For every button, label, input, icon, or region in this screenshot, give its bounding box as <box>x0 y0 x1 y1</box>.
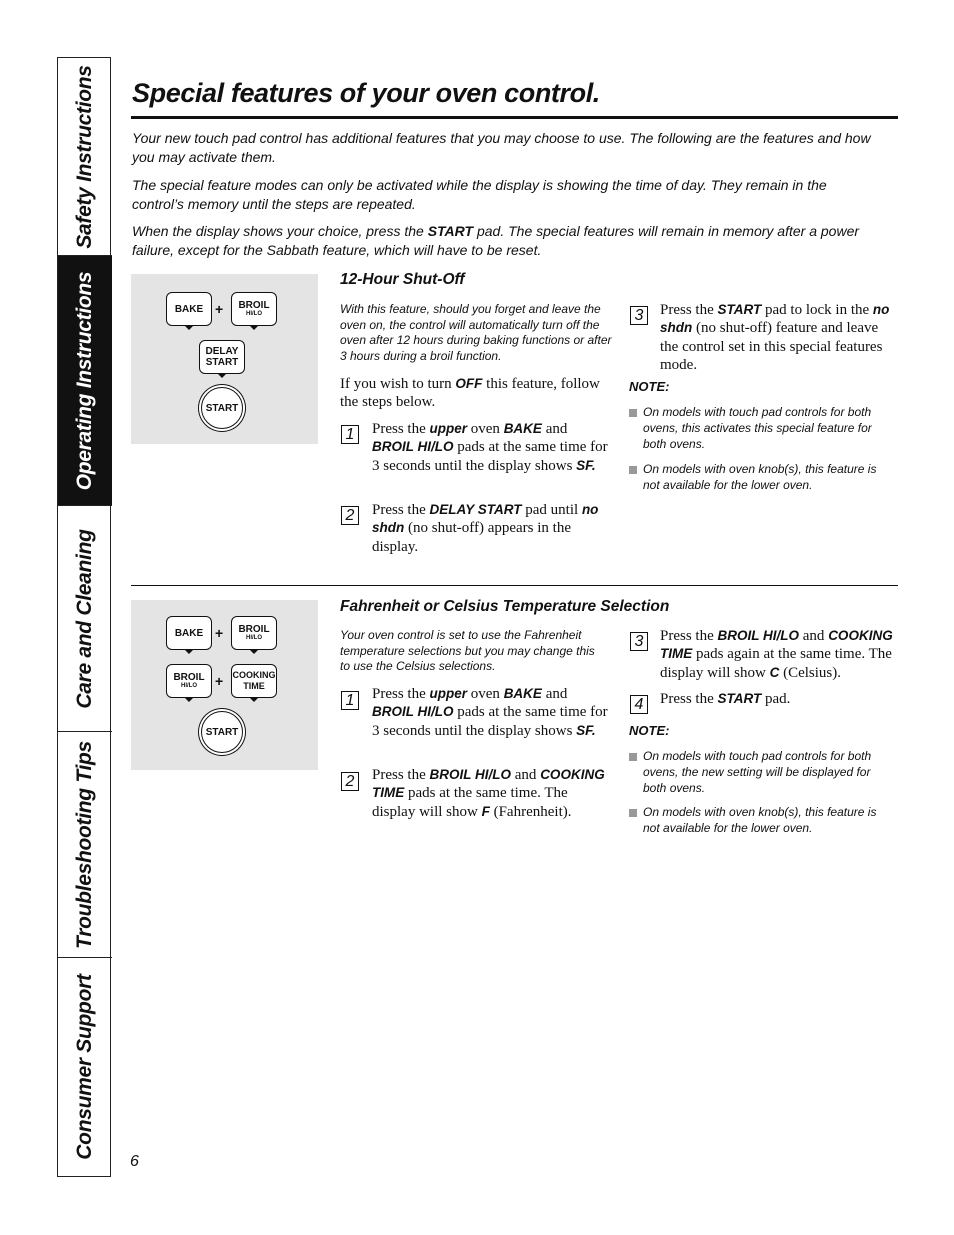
bullet-icon <box>629 466 637 474</box>
step-number: 4 <box>630 695 648 714</box>
temperature-step-2: Press the BROIL HI/LO and COOKING TIME pads at the same time. The display will show F (Fahrenheit). <box>372 767 605 820</box>
page-title: Special features of your oven control. <box>132 78 600 108</box>
bullet-icon <box>629 753 637 761</box>
temperature-step-1: Press the upper oven BAKE and BROIL HI/LO pads at the same time for 3 seconds until the display shows SF. <box>372 686 608 739</box>
page-number: 6 <box>130 1153 139 1170</box>
tab-troubleshooting-tips[interactable]: Troubleshooting Tips <box>58 732 112 958</box>
tab-safety-instructions[interactable]: Safety Instructions <box>58 58 112 256</box>
note-label: NOTE: <box>629 723 670 738</box>
temperature-description: Your oven control is set to use the Fahrenheit temperature selections but you may change this to use the Celsius selections. <box>340 628 595 673</box>
bullet-icon <box>629 409 637 417</box>
broil-hi-lo-pad: BROIL HI/LO <box>166 664 212 698</box>
delay-start-pad: DELAY START <box>199 340 245 374</box>
side-tab-bar <box>57 57 111 1177</box>
intro-paragraph-3: When the display shows your choice, press the START pad. The special features will remain in memory after a power failure, except for the Sabbath feature, which will have to be reset. <box>132 223 860 258</box>
start-pad: START <box>201 387 243 429</box>
step-number: 1 <box>341 425 359 444</box>
section-heading-temperature: Fahrenheit or Celsius Temperature Selection <box>340 598 670 615</box>
start-pad: START <box>201 711 243 753</box>
shutoff-step-2: Press the DELAY START pad until no shdn (no shut-off) appears in the display. <box>372 502 599 555</box>
shutoff-description: With this feature, should you forget and leave the oven on, the control will automatically turn off the oven after 12 hours during baking functions or after 3 hours during a broil function. <box>340 302 612 363</box>
broil-hi-lo-pad: BROIL HI/LO <box>231 616 277 650</box>
temperature-note-2: On models with oven knob(s), this feature is not available for the lower oven. <box>643 805 877 835</box>
shutoff-turn-off-text: If you wish to turn OFF this feature, follow the steps below. <box>340 376 600 411</box>
shutoff-keypad-diagram <box>131 274 318 444</box>
cooking-time-pad: COOKING TIME <box>231 664 277 698</box>
shutoff-note-1: On models with touch pad controls for both ovens, this activates this special feature for both ovens. <box>643 405 872 451</box>
tab-care-and-cleaning[interactable]: Care and Cleaning <box>58 506 112 732</box>
step-number: 2 <box>341 772 359 791</box>
temperature-step-4: Press the START pad. <box>660 691 791 707</box>
tab-operating-instructions[interactable]: Operating Instructions <box>58 256 112 506</box>
bake-pad: BAKE <box>166 616 212 650</box>
temperature-keypad-diagram <box>131 600 318 770</box>
shutoff-note-2: On models with oven knob(s), this feature is not available for the lower oven. <box>643 462 877 492</box>
intro-paragraph-1: Your new touch pad control has additional features that you may choose to use. The following are the features and how you may activate them. <box>132 130 871 165</box>
temperature-step-3: Press the BROIL HI/LO and COOKING TIME pads again at the same time. The display will show C (Celsius). <box>660 628 893 681</box>
bullet-icon <box>629 809 637 817</box>
title-rule <box>131 116 898 119</box>
note-label: NOTE: <box>629 379 670 394</box>
step-number: 2 <box>341 506 359 525</box>
section-heading-shutoff: 12-Hour Shut-Off <box>340 271 465 288</box>
temperature-note-1: On models with touch pad controls for both ovens, the new setting will be displayed for both ovens. <box>643 749 872 795</box>
step-number: 3 <box>630 306 648 325</box>
plus-sign: + <box>215 301 224 317</box>
plus-sign: + <box>215 625 224 641</box>
tab-consumer-support[interactable]: Consumer Support <box>73 974 96 1160</box>
bake-pad: BAKE <box>166 292 212 326</box>
intro-paragraph-2: The special feature modes can only be activated while the display is showing the time of day. They remain in the control’s memory until the steps are repeated. <box>132 177 827 212</box>
section-divider <box>131 585 898 586</box>
step-number: 3 <box>630 632 648 651</box>
shutoff-step-3: Press the START pad to lock in the no shdn (no shut-off) feature and leave the control set in this special features mode. <box>660 302 890 373</box>
step-number: 1 <box>341 691 359 710</box>
broil-hi-lo-pad: BROIL HI/LO <box>231 292 277 326</box>
plus-sign: + <box>215 673 224 689</box>
shutoff-step-1: Press the upper oven BAKE and BROIL HI/LO pads at the same time for 3 seconds until the display shows SF. <box>372 421 608 474</box>
